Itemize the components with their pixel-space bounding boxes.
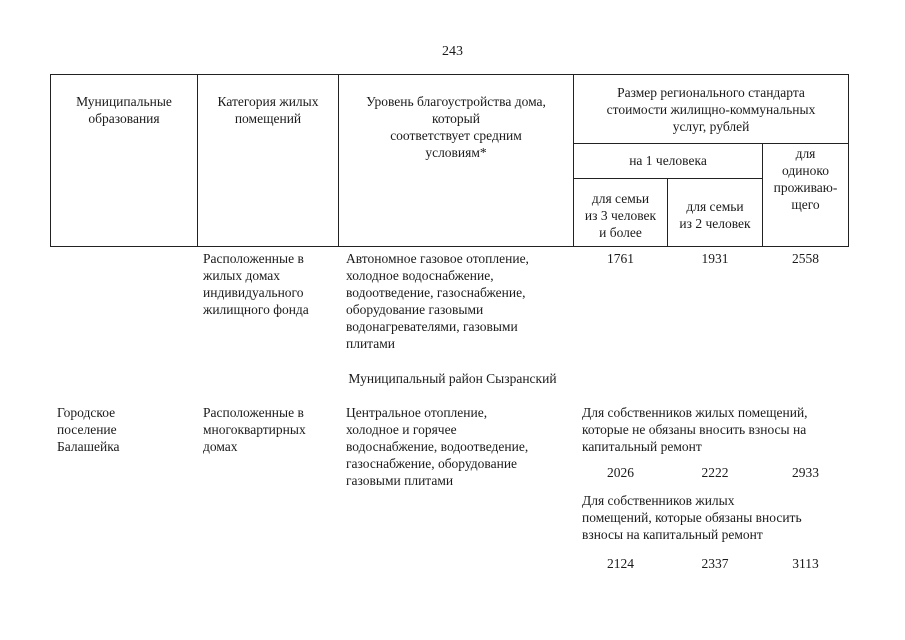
header-category: Категория жилых помещений xyxy=(217,94,319,126)
table-divider-per-person xyxy=(573,178,763,179)
header-municipality: Муниципальные образования xyxy=(76,94,172,126)
row2-b-value-family-3: 2124 xyxy=(607,556,634,571)
row1-level: Автономное газовое отопление, холодное водоснабжение, водоотведение, газоснабжение, оборудование газовыми водонагревателями, газовыми плитами xyxy=(346,251,529,351)
section-title: Муниципальный район Сызранский xyxy=(348,371,557,386)
page-number: 243 xyxy=(442,44,463,59)
row1-value-family-3: 1761 xyxy=(607,251,634,266)
header-family-2: для семьи из 2 человек xyxy=(679,199,751,231)
row2-a-value-family-3: 2026 xyxy=(607,465,634,480)
row1-value-single: 2558 xyxy=(792,251,819,266)
row1-value-family-2: 1931 xyxy=(701,251,729,266)
row2-a-value-single: 2933 xyxy=(792,465,819,480)
row2-note-no-obligation: Для собственников жилых помещений, которые не обязаны вносить взносы на капитальный ремонт xyxy=(582,405,808,454)
header-per-person: на 1 человека xyxy=(629,153,707,168)
row2-b-value-family-2: 2337 xyxy=(701,556,729,571)
row2-category: Расположенные в многоквартирных домах xyxy=(203,405,306,454)
row2-level: Центральное отопление, холодное и горячее водоснабжение, водоотведение, газоснабжение, оборудование газовыми плитами xyxy=(346,405,529,488)
table-border-right xyxy=(848,74,849,247)
row2-b-value-single: 3113 xyxy=(792,556,819,571)
row1-category: Расположенные в жилых домах индивидуального жилищного фонда xyxy=(203,251,309,317)
table-divider-standard xyxy=(573,143,849,144)
header-standard: Размер регионального стандарта стоимости жилищно-коммунальных услуг, рублей xyxy=(606,85,816,134)
header-level: Уровень благоустройства дома, который соответствует средним условиям* xyxy=(366,94,546,160)
row2-municipality: Городское поселение Балашейка xyxy=(57,405,120,454)
table-border-top xyxy=(50,74,849,75)
header-single: для одиноко проживаю- щего xyxy=(773,146,838,212)
header-family-3: для семьи из 3 человек и более xyxy=(584,191,657,240)
row2-a-value-family-2: 2222 xyxy=(701,465,729,480)
table-border-bottom xyxy=(50,246,849,247)
row2-note-obligation: Для собственников жилых помещений, которые обязаны вносить взносы на капитальный ремонт xyxy=(582,493,802,542)
